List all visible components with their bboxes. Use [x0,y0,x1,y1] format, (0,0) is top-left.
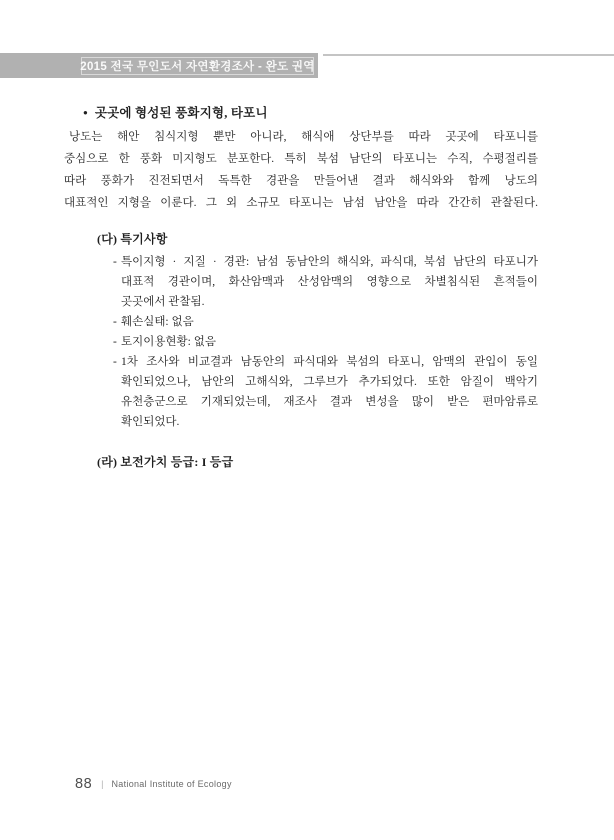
list-item-lines [121,352,538,432]
list-item [64,252,538,312]
paragraph-line: 따라 풍화가 진전되면서 독특한 경관을 만들어낸 결과 해식와와 함께 낭도의 [64,175,538,187]
list-item-line: 확인되었다. [121,416,180,428]
list-item-line: 대표적 경관이며, 화산암맥과 산성암맥의 영향으로 차별침식된 흔적들이 [121,276,538,288]
list-item-lines [121,312,538,332]
header-title-box [81,57,314,75]
list-item-line: 훼손실태: 없음 [121,316,194,328]
section-ra-heading: (라) 보전가치 등급: I 등급 [97,455,234,469]
list-item-line: 확인되었으나, 남안의 고해식와, 그루브가 추가되었다. 또한 암질이 백악기 [121,376,538,388]
header-bar [0,53,318,78]
bullet-icon: ● [83,108,88,117]
list-item-line: 곳곳에서 관찰됨. [121,296,205,308]
paragraph-line: 대표적인 지형을 이룬다. 그 외 소규모 타포니는 남섬 남안을 따라 간간히 관찰된다. [64,197,538,209]
list-item [64,312,538,332]
paragraph-line: 낭도는 해안 침식지형 뿐만 아니라, 해식애 상단부를 따라 곳곳에 타포니를 [69,131,538,143]
dash-marker: - [113,356,117,368]
institute-name: National Institute of Ecology [111,779,232,789]
list-item [64,332,538,352]
list-item-lines [121,332,538,352]
topic-heading: 곳곳에 형성된 풍화지형, 타포니 [94,106,268,120]
paragraph-line: 중심으로 한 풍화 미지형도 분포한다. 특히 북섬 남단의 타포니는 수직, 수평절리를 [64,153,538,165]
dash-marker: - [113,256,117,268]
list-item-lines [121,252,538,312]
topic-heading-row [64,103,538,123]
dash-marker: - [113,316,117,328]
dash-marker: - [113,336,117,348]
header-title: 2015 전국 무인도서 자연환경조사 - 완도 권역 [80,61,315,73]
list-item-line: 1차 조사와 비교결과 남동안의 파식대와 북섬의 타포니, 암맥의 관입이 동일 [121,356,538,368]
list-item [64,352,538,432]
page-footer [75,774,232,794]
lead-paragraph [64,126,538,214]
list-item-line: 특이지형 · 지질 · 경관: 남섬 동남안의 해식와, 파식대, 북섬 남단의 타포니가 [121,256,538,268]
list-item-line: 토지이용현황: 없음 [121,336,216,348]
section-da-heading: (다) 특기사항 [97,232,168,246]
footer-separator: | [101,779,104,789]
header-rule [323,54,614,56]
page-number: 88 [75,776,93,792]
list-item-line: 유천층군으로 기재되었는데, 재조사 결과 변성을 많이 받은 편마암류로 [121,396,538,408]
section-da-items [64,252,538,432]
